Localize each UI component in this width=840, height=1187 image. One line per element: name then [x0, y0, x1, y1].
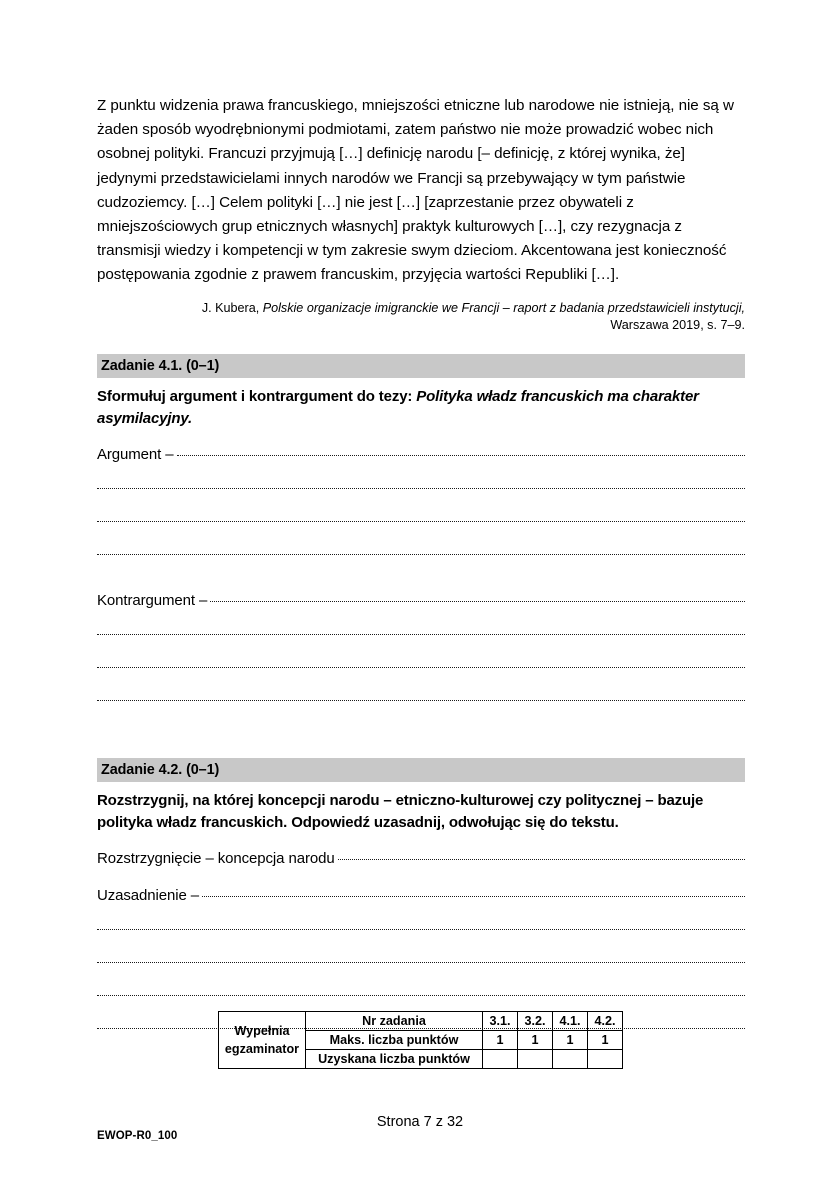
task-4-2-answer-rozstrzygniecie — [97, 849, 745, 882]
answer-line[interactable] — [97, 952, 745, 985]
answer-writing-line[interactable] — [97, 985, 745, 999]
task-4-2-prompt — [97, 790, 745, 835]
page-number: Strona 7 z 32 — [376, 1114, 464, 1130]
answer-label-argument: Argument – — [97, 445, 174, 463]
task-4-2-heading: Zadanie 4.2. (0–1) — [97, 758, 745, 782]
answer-writing-line[interactable] — [97, 544, 745, 558]
task-4-1 — [97, 354, 745, 723]
earned-points-cell[interactable] — [588, 1050, 623, 1069]
answer-line[interactable] — [97, 919, 745, 952]
answer-line[interactable] — [97, 690, 745, 723]
earned-points-cell[interactable] — [553, 1050, 588, 1069]
task-4-1-prompt-thesis: Polityka władz francuskich ma charakter asymilacyjny. — [97, 387, 699, 428]
answer-line[interactable] — [97, 478, 745, 511]
answer-line[interactable] — [97, 544, 745, 577]
answer-writing-line[interactable] — [97, 511, 745, 525]
max-points-cell: 1 — [518, 1031, 553, 1050]
task-4-1-answer-kontrargument — [97, 591, 745, 723]
task-4-1-prompt — [97, 386, 745, 431]
max-points-cell: 1 — [553, 1031, 588, 1050]
examiner-label-line1: Wypełnia — [234, 1024, 290, 1038]
answer-writing-line[interactable] — [97, 690, 745, 704]
answer-writing-line[interactable] — [177, 445, 745, 459]
task-number-cell: 4.1. — [553, 1012, 588, 1031]
row-label-uzyskana-punktow: Uzyskana liczba punktów — [306, 1050, 483, 1069]
citation-place: Warszawa 2019, s. 7–9. — [610, 317, 745, 332]
content-column — [97, 94, 745, 1051]
row-label-nr-zadania: Nr zadania — [306, 1012, 483, 1031]
answer-writing-line[interactable] — [97, 624, 745, 638]
answer-label-rozstrzygniecie: Rozstrzygnięcie – koncepcja narodu — [97, 849, 335, 867]
task-number-cell: 3.1. — [483, 1012, 518, 1031]
document-code: EWOP-R0_100 — [97, 1130, 178, 1142]
task-4-2 — [97, 758, 745, 1051]
task-number-cell: 4.2. — [588, 1012, 623, 1031]
earned-points-cell[interactable] — [518, 1050, 553, 1069]
answer-writing-line[interactable] — [97, 919, 745, 933]
answer-label-uzasadnienie: Uzasadnienie – — [97, 886, 200, 904]
answer-line[interactable] — [97, 657, 745, 690]
answer-writing-line[interactable] — [210, 591, 745, 605]
earned-points-cell[interactable] — [483, 1050, 518, 1069]
task-number-cell: 3.2. — [518, 1012, 553, 1031]
source-citation — [97, 300, 745, 334]
answer-writing-line[interactable] — [97, 657, 745, 671]
answer-label-kontrargument: Kontrargument – — [97, 591, 208, 609]
examiner-label-line2: egzaminator — [224, 1042, 300, 1056]
examiner-cell — [219, 1012, 306, 1069]
task-4-1-prompt-plain: Sformułuj argument i kontrargument do tezy: — [97, 387, 417, 405]
answer-line-labeled[interactable] — [97, 849, 745, 882]
max-points-cell: 1 — [588, 1031, 623, 1050]
answer-writing-line[interactable] — [202, 886, 745, 900]
answer-line-labeled[interactable] — [97, 886, 745, 919]
answer-writing-line[interactable] — [97, 952, 745, 966]
score-table-wrapper — [218, 1011, 623, 1069]
task-4-2-prompt-plain: Rozstrzygnij, na której koncepcji narodu – etniczno-kulturowej czy politycznej – bazuje polityka władz francuskich. Odpowiedź uzasadnij, odwołując się do tekstu. — [97, 791, 704, 832]
score-table — [218, 1011, 623, 1069]
table-row — [219, 1012, 623, 1031]
answer-line-labeled[interactable] — [97, 445, 745, 478]
task-4-1-answer-argument — [97, 445, 745, 577]
answer-writing-line[interactable] — [338, 849, 745, 863]
citation-title: Polskie organizacje imigranckie we Francji – raport z badania przedstawicieli instytucji, — [262, 300, 745, 315]
source-text-paragraph: Z punktu widzenia prawa francuskiego, mniejszości etniczne lub narodowe nie istnieją, nie są w żaden sposób wyodrębnionymi podmiotami, zatem państwo nie może prowadzić wobec nich osobnej polityki. Francuzi przyjmują […] definicję narodu [– definicję, z której wynika, że] jedynymi przedstawicielami innych narodów we Francji są przebywający w tym państwie cudzoziemcy. […] Celem polityki […] nie jest […] [zaprzestanie przez obywateli z mniejszościowych grup etnicznych własnych] praktyk kulturowych […], czy rezygnacja z transmisji wiedzy i kompetencji w tym zakresie swym dzieciom. Akcentowana jest konieczność postępowania zgodnie z prawem francuskim, przyjęcia wartości Republiki […]. — [97, 97, 734, 284]
max-points-cell: 1 — [483, 1031, 518, 1050]
citation-author: J. Kubera, — [201, 300, 263, 315]
row-label-maks-punktow: Maks. liczba punktów — [306, 1031, 483, 1050]
answer-line-labeled[interactable] — [97, 591, 745, 624]
answer-writing-line[interactable] — [97, 478, 745, 492]
answer-line[interactable] — [97, 511, 745, 544]
task-4-1-heading: Zadanie 4.1. (0–1) — [97, 354, 745, 378]
answer-line[interactable] — [97, 624, 745, 657]
